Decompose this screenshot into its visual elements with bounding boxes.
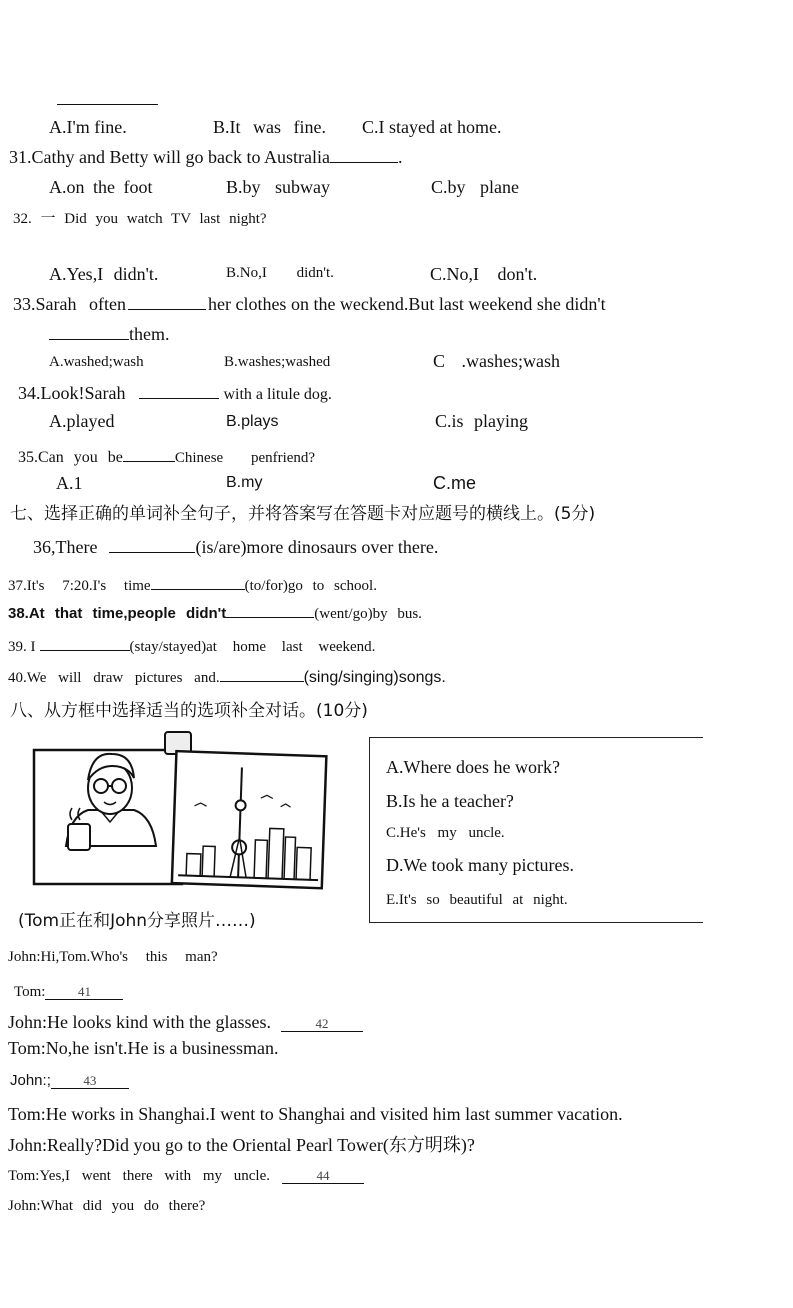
option-e: E.It's so beautiful at night.	[386, 892, 568, 908]
q33-stem-middle: her clothes on the weckend.But last weekend she didn't	[207, 294, 606, 314]
dialogue-line-9: John:What did you do there?	[8, 1198, 206, 1214]
photo-man-icon	[34, 732, 191, 884]
answer-blank-38	[226, 603, 314, 618]
option-b: B.Is he a teacher?	[386, 791, 514, 811]
q35-option-a: A.1	[56, 473, 83, 493]
q34-option-c: C.is playing	[435, 411, 529, 431]
q31-option-c: C.by plane	[431, 177, 519, 197]
q34-stem-end: with a litule dog.	[223, 386, 332, 403]
dialogue-line-3-text: John:He looks kind with the glasses.	[8, 1012, 271, 1032]
q31-stem-tail: .	[397, 147, 403, 167]
q35-stem-end: Chinese penfriend?	[174, 450, 316, 466]
q39-start: 39. I	[8, 639, 36, 655]
q34-stem-start: 34.Look!Sarah	[18, 383, 126, 403]
dialogue-line-8	[8, 1169, 364, 1184]
q30-option-b: B.It was fine.	[213, 117, 326, 137]
dialogue-speaker-tom: Tom:	[14, 984, 46, 1000]
q36	[33, 538, 438, 556]
answer-blank-41: 41	[45, 985, 123, 1000]
q35-stem-start: 35.Can you be	[18, 449, 123, 466]
dialogue-line-6: Tom:He works in Shanghai.I went to Shanghai and visited him last summer vacation.	[8, 1104, 623, 1124]
q33-stem-end: them.	[129, 324, 170, 344]
q39-end: (stay/stayed)at home last weekend.	[129, 639, 376, 655]
q32-stem: 32. 一 Did you watch TV last night?	[13, 211, 267, 227]
q33-stem-line2	[49, 325, 170, 343]
q33-option-a: A.washed;wash	[49, 354, 144, 370]
answer-blank-43: 43	[51, 1074, 129, 1089]
q39	[8, 636, 375, 655]
q32-option-b: B.No,I didn't.	[226, 265, 334, 281]
dialogue-line-7: John:Really?Did you go to the Oriental Pearl Tower(东方明珠)?	[8, 1135, 475, 1155]
q34-stem	[18, 384, 332, 403]
option-c: C.He's my uncle.	[386, 825, 505, 841]
q34-option-a: A.played	[49, 411, 115, 431]
answer-blank-44: 44	[282, 1169, 364, 1184]
answer-blank-30	[57, 104, 158, 105]
q36-end: (is/are)more dinosaurs over there.	[195, 537, 439, 557]
q31-stem	[9, 148, 402, 166]
q36-start: 36,There	[33, 537, 98, 557]
answer-blank-31	[330, 148, 398, 163]
answer-blank-37	[151, 575, 245, 590]
q33-option-b: B.washes;washed	[224, 354, 331, 370]
dialogue-line-1: John:Hi,Tom.Who's this man?	[8, 949, 218, 965]
q35-stem	[18, 447, 315, 466]
q35-option-b: B.my	[226, 474, 263, 491]
answer-blank-36	[109, 538, 195, 553]
q31-option-b: B.by subway	[226, 177, 330, 197]
section7-heading: 七、选择正确的单词补全句子，并将答案写在答题卡对应题号的横线上。(5分)	[10, 504, 596, 524]
option-d: D.We took many pictures.	[386, 855, 575, 875]
q30-option-c: C.I stayed at home.	[362, 117, 502, 137]
answer-blank-40	[220, 667, 304, 682]
q32-option-c: C.No,I don't.	[430, 264, 538, 284]
option-a: A.Where does he work?	[386, 757, 560, 777]
q37	[8, 575, 377, 594]
dialogue-line-2	[14, 985, 123, 1000]
q32-option-a: A.Yes,I didn't.	[49, 264, 159, 284]
q31-stem-text: 31.Cathy and Betty will go back to Australia	[9, 147, 330, 167]
dialogue-line-4: Tom:No,he isn't.He is a businessman.	[8, 1038, 279, 1058]
answer-blank-35	[123, 447, 175, 462]
photo-illustration	[28, 728, 330, 894]
options-box	[369, 737, 703, 923]
q35-option-c: C.me	[433, 473, 477, 493]
q33-option-c: C .washes;wash	[433, 351, 560, 371]
q38-end: (went/go)by bus.	[314, 606, 422, 622]
q40	[8, 667, 446, 686]
answer-blank-42: 42	[281, 1017, 363, 1032]
q40-end: (sing/singing)songs.	[303, 669, 446, 686]
q31-option-a: A.on the foot	[49, 177, 153, 197]
q38	[8, 603, 422, 622]
q33-stem-start: 33.Sarah often	[13, 294, 126, 314]
section8-heading: 八、从方框中选择适当的选项补全对话。(10分)	[10, 701, 368, 721]
photo-caption: (Tom正在和John分享照片……)	[18, 911, 256, 931]
answer-blank-33a	[128, 295, 206, 310]
photo-skyline-icon	[172, 751, 327, 888]
answer-blank-34	[139, 384, 219, 399]
dialogue-line-8-text: Tom:Yes,I went there with my uncle.	[8, 1168, 270, 1184]
q30-option-a: A.I'm fine.	[49, 117, 127, 137]
answer-blank-39	[40, 636, 130, 651]
q37-start: 37.It's 7:20.I's time	[8, 578, 151, 594]
q34-option-b: B.plays	[226, 413, 279, 430]
q33-stem-line1	[13, 295, 606, 313]
q40-start: 40.We will draw pictures and.	[8, 670, 220, 686]
q38-start: 38.At that time,people didn't	[8, 605, 227, 622]
answer-blank-33b	[49, 325, 129, 340]
dialogue-line-3	[8, 1013, 363, 1032]
dialogue-speaker-john: John:;	[10, 1072, 51, 1089]
dialogue-line-5	[10, 1073, 129, 1089]
q37-end: (to/for)go to school.	[244, 578, 377, 594]
